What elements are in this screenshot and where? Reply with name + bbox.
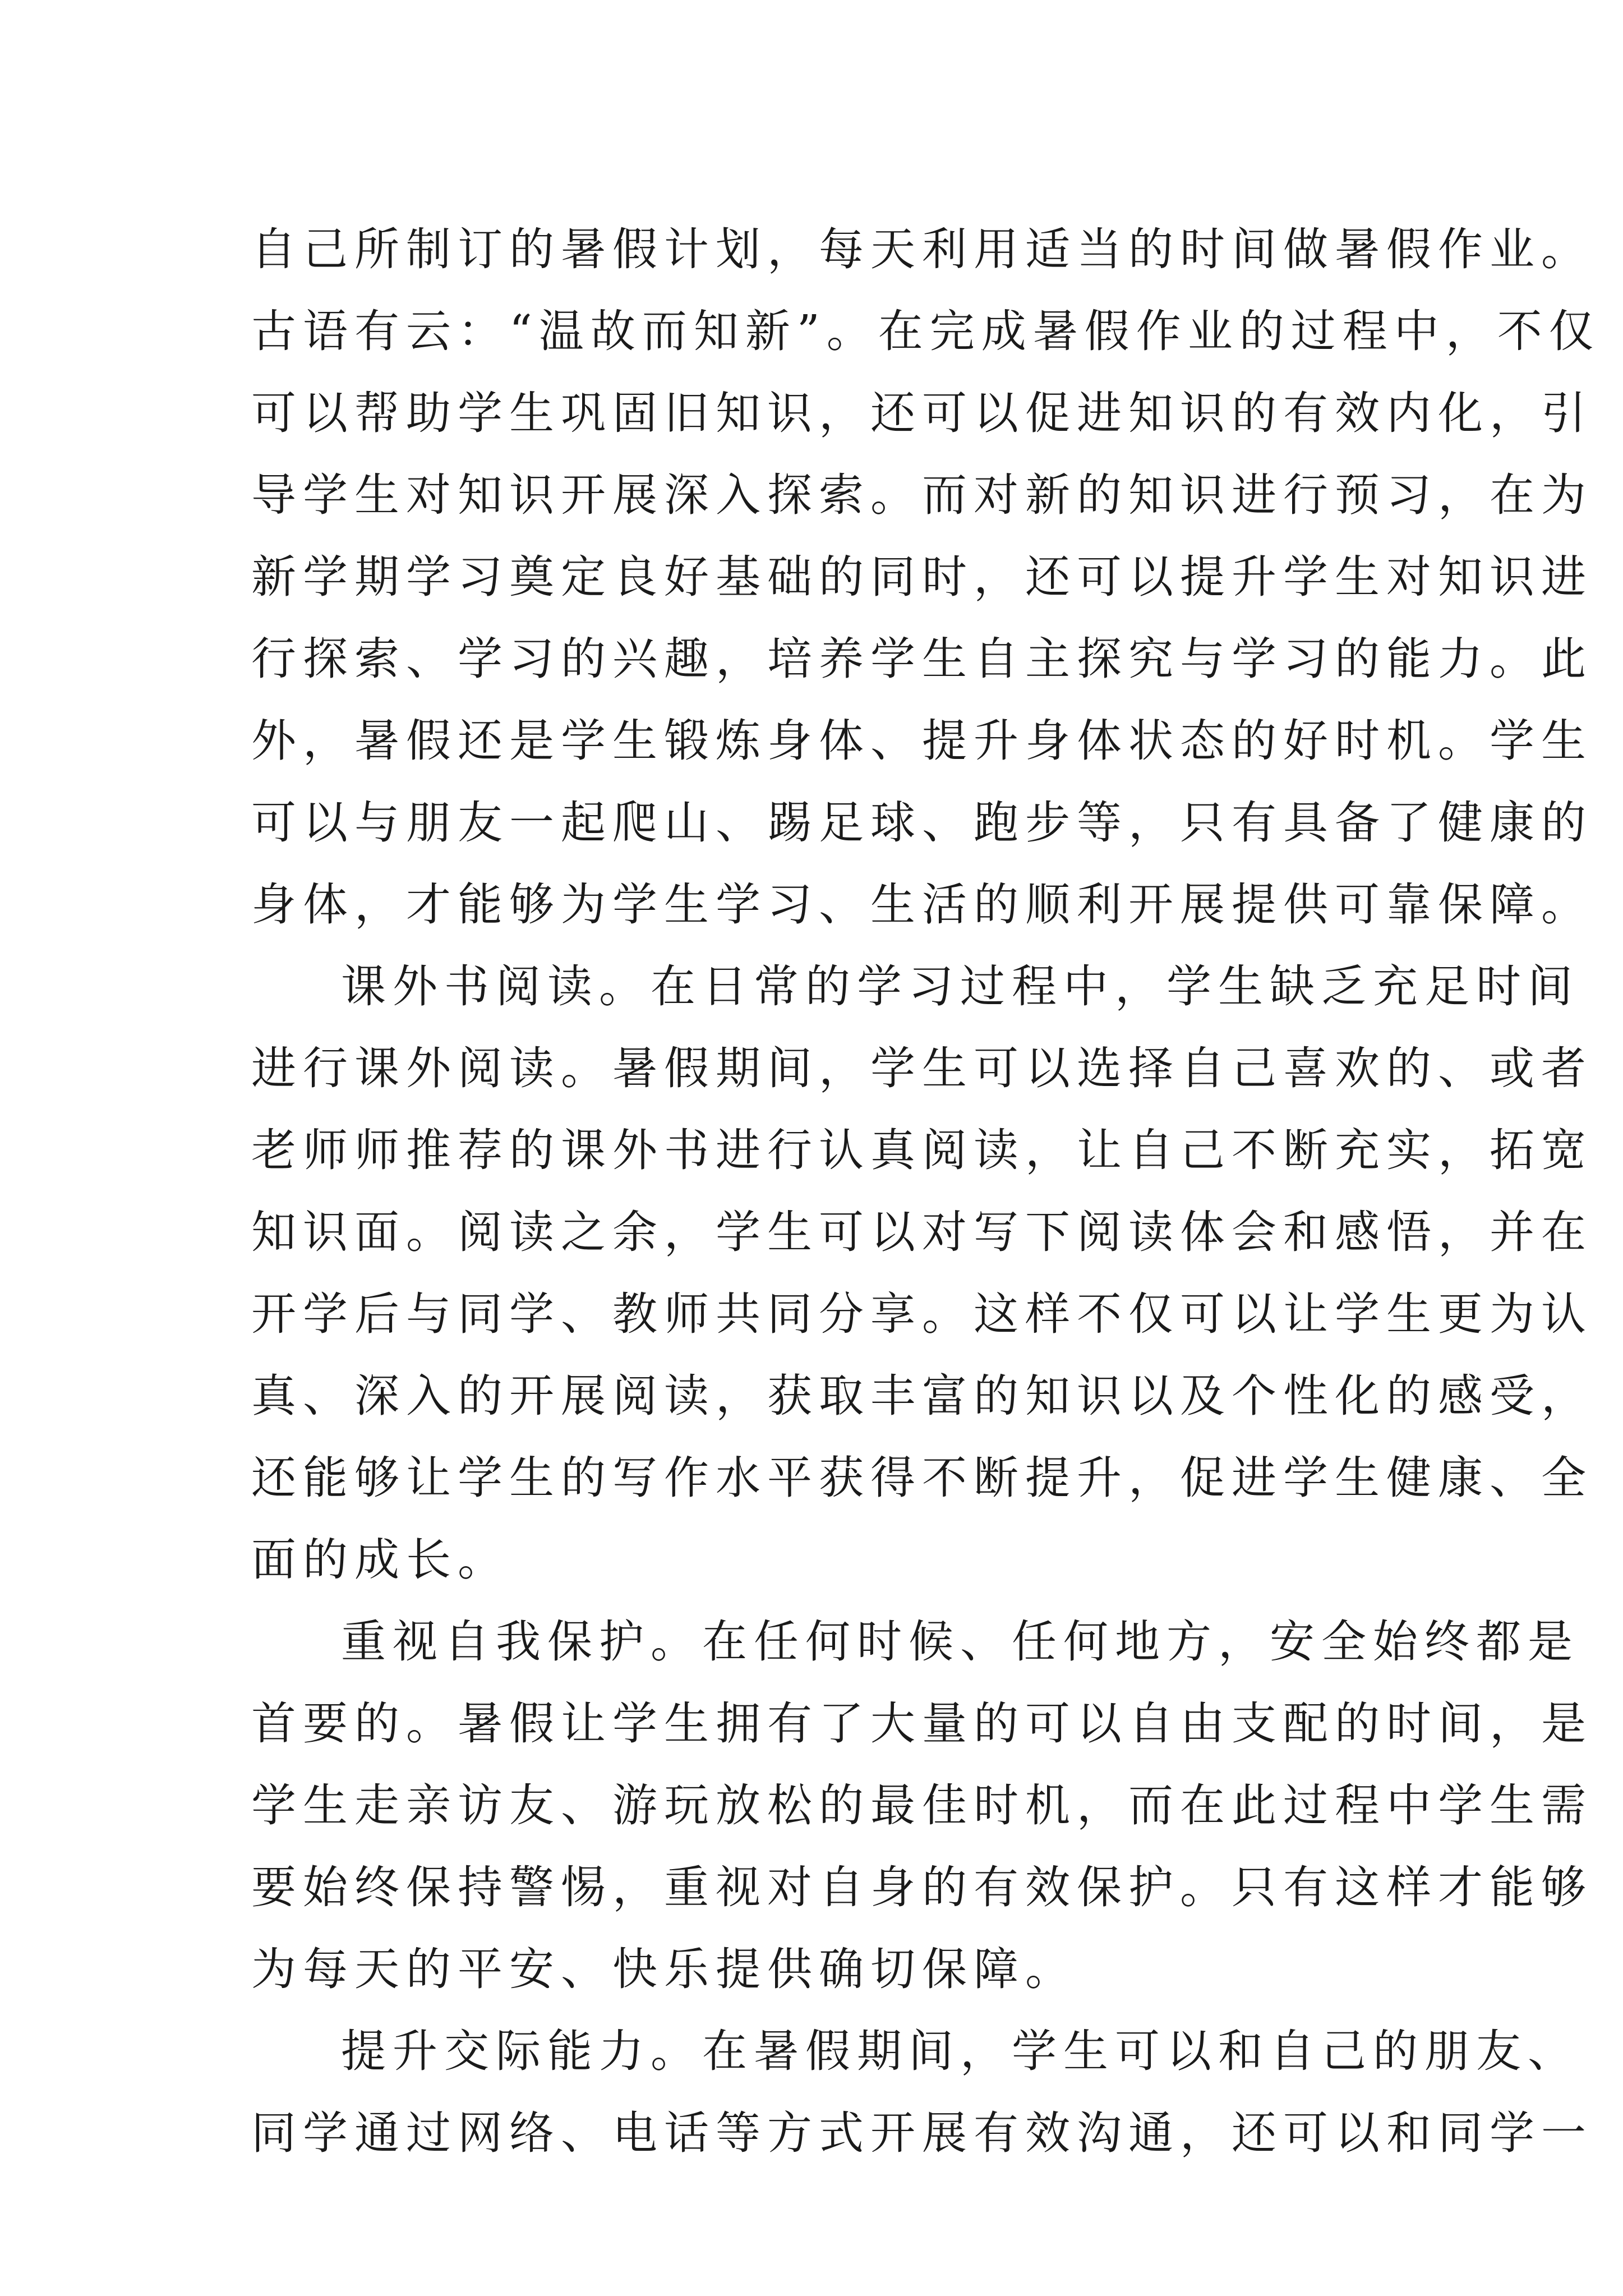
text-line: 面的成长。 bbox=[251, 1534, 509, 1586]
text-line: 开学后与同学、教师共同分享。这样不仅可以让学生更为认 bbox=[251, 1288, 1593, 1340]
text-line: 进行课外阅读。暑假期间，学生可以选择自己喜欢的、或者 bbox=[251, 1042, 1593, 1094]
text-line: 知识面。阅读之余，学生可以对写下阅读体会和感悟，并在 bbox=[251, 1206, 1593, 1258]
text-line: 新学期学习奠定良好基础的同时，还可以提升学生对知识进 bbox=[251, 551, 1593, 603]
text-line: 学生走亲访友、游玩放松的最佳时机，而在此过程中学生需 bbox=[251, 1779, 1593, 1832]
text-line: 可以与朋友一起爬山、踢足球、跑步等，只有具备了健康的 bbox=[251, 797, 1593, 849]
text-line: 课外书阅读。在日常的学习过程中，学生缺乏充足时间 bbox=[341, 960, 1579, 1013]
text-line: 导学生对知识开展深入探索。而对新的知识进行预习，在为 bbox=[251, 469, 1593, 521]
text-line: 自己所制订的暑假计划，每天利用适当的时间做暑假作业。 bbox=[251, 223, 1593, 275]
text-line: 重视自我保护。在任何时候、任何地方，安全始终都是 bbox=[341, 1616, 1579, 1668]
text-line: 首要的。暑假让学生拥有了大量的可以自由支配的时间，是 bbox=[251, 1697, 1593, 1750]
text-line: 老师师推荐的课外书进行认真阅读，让自己不断充实，拓宽 bbox=[251, 1124, 1593, 1176]
text-line: 为每天的平安、快乐提供确切保障。 bbox=[251, 1943, 1077, 1995]
text-line: 提升交际能力。在暑假期间，学生可以和自己的朋友、 bbox=[341, 2025, 1579, 2077]
text-line: 真、深入的开展阅读，获取丰富的知识以及个性化的感受， bbox=[251, 1370, 1593, 1422]
text-line: 外，暑假还是学生锻炼身体、提升身体状态的好时机。学生 bbox=[251, 715, 1593, 767]
text-line: 要始终保持警惕，重视对自身的有效保护。只有这样才能够 bbox=[251, 1861, 1593, 1913]
text-line: 可以帮助学生巩固旧知识，还可以促进知识的有效内化，引 bbox=[251, 387, 1593, 439]
text-line: 同学通过网络、电话等方式开展有效沟通，还可以和同学一 bbox=[251, 2107, 1593, 2159]
text-line: 行探索、学习的兴趣，培养学生自主探究与学习的能力。此 bbox=[251, 633, 1593, 685]
text-line: 还能够让学生的写作水平获得不断提升，促进学生健康、全 bbox=[251, 1452, 1593, 1504]
text-line: 古语有云：“温故而知新”。在完成暑假作业的过程中，不仅 bbox=[251, 305, 1601, 357]
body-text bbox=[251, 209, 1601, 2174]
text-line: 身体，才能够为学生学习、生活的顺利开展提供可靠保障。 bbox=[251, 878, 1593, 931]
